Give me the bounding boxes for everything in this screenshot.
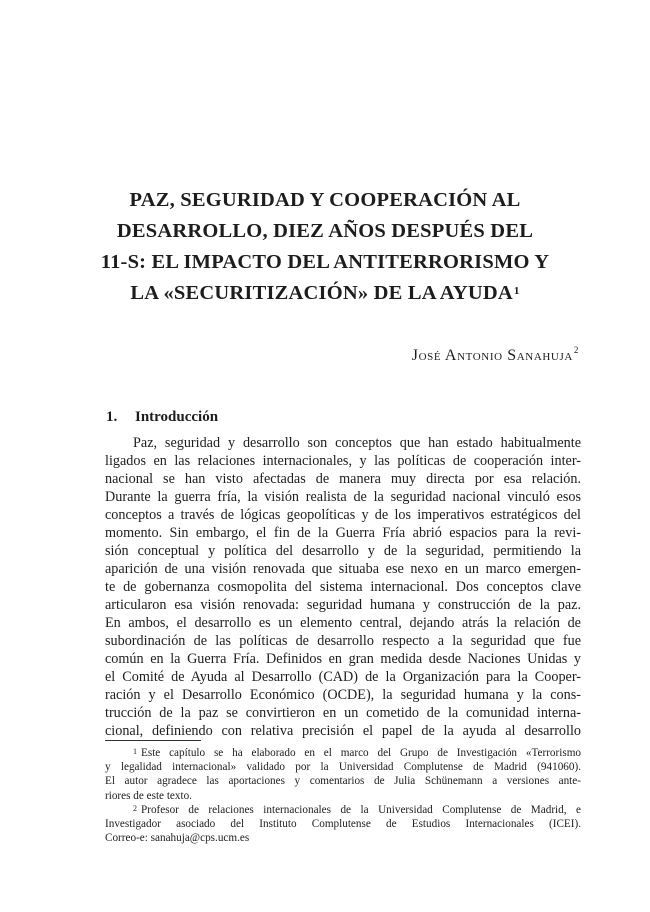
section-title: Introducción bbox=[135, 409, 219, 426]
body-line: En ambos, el desarrollo es un elemento central, dejando atrás la relación de bbox=[105, 615, 581, 631]
chapter-title-line-text: LA «SECURITIZACIÓN» DE LA AYUDA bbox=[130, 282, 513, 304]
body-line: nacional se han visto afectadas de manera muy directa por esa relación. bbox=[105, 471, 581, 487]
section-heading bbox=[106, 409, 218, 426]
footnotes bbox=[105, 746, 581, 845]
author-name bbox=[412, 347, 579, 365]
footnote-line: riores de este texto. bbox=[105, 789, 192, 802]
section-number: 1. bbox=[106, 409, 118, 426]
footnote-line: y legalidad internacional» validado por la Universidad Complutense de Madrid (941060). bbox=[105, 761, 581, 774]
body-line: Paz, seguridad y desarrollo son conceptos que han estado habitualmente bbox=[133, 435, 581, 451]
footnote-line bbox=[105, 746, 581, 760]
body-line: conceptos a través de lógicas geopolíticas y de los imperativos estratégicos del bbox=[105, 507, 581, 523]
footnote-line: El autor agradece las aportaciones y comentarios de Julia Schünemann a versiones ante- bbox=[105, 775, 581, 788]
body-line: trucción de la paz se convirtieron en un cometido de la comunidad interna- bbox=[105, 705, 581, 721]
body-line: Durante la guerra fría, la visión realista de la seguridad nacional vinculó esos bbox=[105, 489, 581, 505]
body-line: cional, definiendo con relativa precisión el papel de la ayuda al desarrollo bbox=[105, 723, 581, 739]
footnote-divider bbox=[105, 740, 201, 741]
body-line: ración y el Desarrollo Económico (OCDE), la seguridad humana y la cons- bbox=[105, 687, 581, 703]
footnote-1 bbox=[105, 746, 581, 803]
chapter-title-line-last bbox=[70, 278, 580, 309]
chapter-title-line: DESARROLLO, DIEZ AÑOS DESPUÉS DEL bbox=[116, 220, 534, 242]
body-line: subordinación de las políticas de desarrollo respecto a la seguridad que fue bbox=[105, 633, 581, 649]
footnote-line bbox=[105, 803, 581, 817]
title-footnote-ref[interactable]: 1 bbox=[513, 285, 520, 297]
author-footnote-ref[interactable]: 2 bbox=[573, 345, 579, 355]
footnote-number: 2 bbox=[133, 803, 137, 813]
footnote-text: Este capítulo se ha elaborado en el marco del Grupo de Investigación «Terrorismo bbox=[141, 747, 581, 759]
body-line: articularon esa visión renovada: seguridad humana y construcción de la paz. bbox=[105, 597, 581, 613]
footnote-2 bbox=[105, 803, 581, 846]
body-line: común en la Guerra Fría. Definidos en gran medida desde Naciones Unidas y bbox=[105, 651, 581, 667]
body-line: el Comité de Ayuda al Desarrollo (CAD) de la Organización para la Cooper- bbox=[105, 669, 581, 685]
chapter-title-line: 11-S: EL IMPACTO DEL ANTITERRORISMO Y bbox=[100, 251, 550, 273]
footnote-email[interactable]: Correo-e: sanahuja@cps.ucm.es bbox=[105, 832, 250, 845]
author-name-text: José Antonio Sanahuja bbox=[411, 347, 573, 364]
body-line: momento. Sin embargo, el fin de la Guerra Fría abrió espacios para la revi- bbox=[105, 525, 581, 541]
body-paragraph bbox=[105, 434, 581, 740]
body-line: ligados en las relaciones internacionales, y las políticas de cooperación inter- bbox=[105, 453, 581, 469]
body-line: sión conceptual y política del desarrollo y de la seguridad, permitiendo la bbox=[105, 543, 581, 559]
chapter-title bbox=[70, 185, 580, 309]
chapter-title-line: PAZ, SEGURIDAD Y COOPERACIÓN AL bbox=[129, 189, 521, 211]
footnote-line: Investigador asociado del Instituto Complutense de Estudios Internacionales (ICEI). bbox=[105, 817, 581, 830]
body-line: aparición de una visión renovada que situaba ese nexo en un marco emergen- bbox=[105, 561, 581, 577]
footnote-number: 1 bbox=[133, 747, 137, 756]
body-line: te de gobernanza cosmopolita del sistema internacional. Dos conceptos clave bbox=[105, 579, 581, 595]
footnote-text: Profesor de relaciones internacionales de la Universidad Complutense de Madrid, e bbox=[141, 803, 581, 816]
